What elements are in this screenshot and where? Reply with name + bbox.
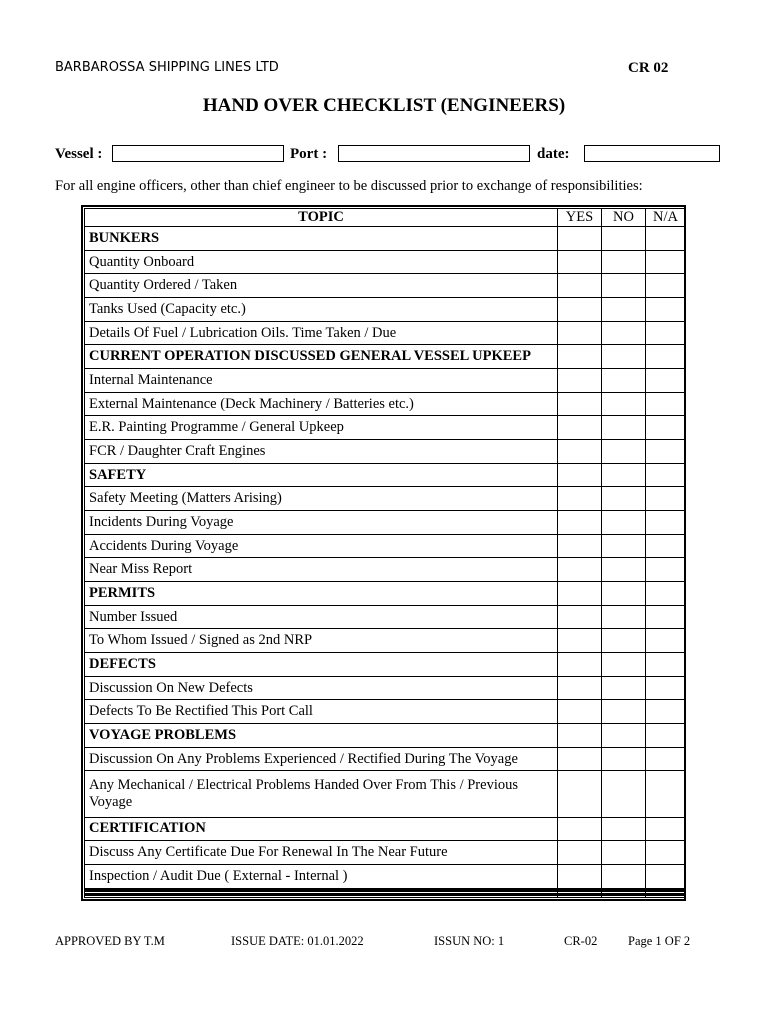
footer-issue-no: ISSUN NO: 1 <box>434 934 505 948</box>
section-heading-row <box>85 724 686 748</box>
yes-checkbox-cell[interactable] <box>558 653 602 677</box>
yes-checkbox-cell[interactable] <box>558 817 602 841</box>
yes-checkbox-cell[interactable] <box>558 440 602 464</box>
checklist-row <box>85 298 686 322</box>
yes-checkbox-cell[interactable] <box>558 298 602 322</box>
topic-cell: External Maintenance (Deck Machinery / Batteries etc.) <box>85 392 558 416</box>
checklist-row <box>85 250 686 274</box>
yes-checkbox-cell[interactable] <box>558 274 602 298</box>
yes-checkbox-cell[interactable] <box>558 369 602 393</box>
yes-checkbox-cell[interactable] <box>558 511 602 535</box>
yes-checkbox-cell[interactable] <box>558 534 602 558</box>
topic-cell: Inspection / Audit Due ( External - Internal ) <box>85 864 558 888</box>
section-heading: SAFETY <box>85 463 558 487</box>
na-checkbox-cell[interactable] <box>646 771 686 817</box>
na-checkbox-cell[interactable] <box>646 369 686 393</box>
no-checkbox-cell[interactable] <box>602 534 646 558</box>
na-checkbox-cell[interactable] <box>646 864 686 888</box>
na-checkbox-cell[interactable] <box>646 416 686 440</box>
yes-checkbox-cell[interactable] <box>558 747 602 771</box>
no-checkbox-cell[interactable] <box>602 864 646 888</box>
form-code: CR 02 <box>628 60 669 76</box>
na-checkbox-cell[interactable] <box>646 534 686 558</box>
no-checkbox-cell[interactable] <box>602 298 646 322</box>
no-checkbox-cell[interactable] <box>602 747 646 771</box>
section-heading: BUNKERS <box>85 227 558 251</box>
topic-cell <box>85 896 558 898</box>
checklist-row <box>85 274 686 298</box>
checklist-row <box>85 605 686 629</box>
section-heading-row <box>85 227 686 251</box>
yes-checkbox-cell[interactable] <box>558 629 602 653</box>
na-checkbox-cell[interactable] <box>646 321 686 345</box>
topic-cell: Incidents During Voyage <box>85 511 558 535</box>
section-heading: DEFECTS <box>85 653 558 677</box>
checklist-row <box>85 747 686 771</box>
topic-cell: Details Of Fuel / Lubrication Oils. Time Taken / Due <box>85 321 558 345</box>
yes-checkbox-cell[interactable] <box>558 558 602 582</box>
na-checkbox-cell[interactable] <box>646 511 686 535</box>
intro-text: For all engine officers, other than chief engineer to be discussed prior to exchange of responsibilities: <box>55 178 643 194</box>
yes-checkbox-cell[interactable] <box>558 771 602 817</box>
checklist-row <box>85 771 686 817</box>
yes-checkbox-cell[interactable] <box>558 463 602 487</box>
section-heading: CERTIFICATION <box>85 817 558 841</box>
topic-cell: Safety Meeting (Matters Arising) <box>85 487 558 511</box>
no-checkbox-cell[interactable] <box>602 440 646 464</box>
no-checkbox-cell[interactable] <box>602 896 646 898</box>
section-heading-row <box>85 817 686 841</box>
yes-checkbox-cell[interactable] <box>558 676 602 700</box>
section-heading-row <box>85 345 686 369</box>
topic-cell: Discuss Any Certificate Due For Renewal In The Near Future <box>85 841 558 865</box>
na-checkbox-cell[interactable] <box>646 440 686 464</box>
na-checkbox-cell[interactable] <box>646 896 686 898</box>
checklist-row <box>85 676 686 700</box>
topic-cell: Quantity Ordered / Taken <box>85 274 558 298</box>
topic-cell: FCR / Daughter Craft Engines <box>85 440 558 464</box>
no-checkbox-cell[interactable] <box>602 321 646 345</box>
na-checkbox-cell[interactable] <box>646 392 686 416</box>
no-checkbox-cell[interactable] <box>602 841 646 865</box>
company-name: BARBAROSSA SHIPPING LINES LTD <box>55 60 279 75</box>
date-label: date: <box>537 146 570 162</box>
section-heading-row <box>85 653 686 677</box>
na-checkbox-cell[interactable] <box>646 298 686 322</box>
checklist-row <box>85 700 686 724</box>
na-checkbox-cell[interactable] <box>646 747 686 771</box>
yes-checkbox-cell[interactable] <box>558 345 602 369</box>
no-checkbox-cell[interactable] <box>602 629 646 653</box>
yes-checkbox-cell[interactable] <box>558 487 602 511</box>
yes-checkbox-cell[interactable] <box>558 582 602 606</box>
no-checkbox-cell[interactable] <box>602 392 646 416</box>
no-checkbox-cell[interactable] <box>602 369 646 393</box>
topic-cell: Near Miss Report <box>85 558 558 582</box>
table-header-row <box>85 209 686 227</box>
no-checkbox-cell[interactable] <box>602 511 646 535</box>
na-checkbox-cell[interactable] <box>646 700 686 724</box>
section-heading: VOYAGE PROBLEMS <box>85 724 558 748</box>
checklist-row <box>85 392 686 416</box>
yes-checkbox-cell[interactable] <box>558 321 602 345</box>
no-checkbox-cell[interactable] <box>602 345 646 369</box>
topic-cell: Defects To Be Rectified This Port Call <box>85 700 558 724</box>
topic-cell: Quantity Onboard <box>85 250 558 274</box>
vessel-field[interactable] <box>112 145 284 162</box>
vessel-label: Vessel : <box>55 146 103 162</box>
checklist-row <box>85 369 686 393</box>
checklist-row <box>85 841 686 865</box>
section-heading: PERMITS <box>85 582 558 606</box>
na-checkbox-cell[interactable] <box>646 841 686 865</box>
checklist-row <box>85 558 686 582</box>
no-checkbox-cell[interactable] <box>602 653 646 677</box>
section-heading-row <box>85 463 686 487</box>
na-checkbox-cell[interactable] <box>646 487 686 511</box>
checklist-row <box>85 416 686 440</box>
na-checkbox-cell[interactable] <box>646 582 686 606</box>
header-topic: TOPIC <box>85 209 558 227</box>
topic-cell: Tanks Used (Capacity etc.) <box>85 298 558 322</box>
no-checkbox-cell[interactable] <box>602 487 646 511</box>
checklist-row <box>85 487 686 511</box>
no-checkbox-cell[interactable] <box>602 700 646 724</box>
section-heading: CURRENT OPERATION DISCUSSED GENERAL VESSEL UPKEEP <box>85 345 558 369</box>
checklist-row <box>85 629 686 653</box>
no-checkbox-cell[interactable] <box>602 582 646 606</box>
na-checkbox-cell[interactable] <box>646 676 686 700</box>
no-checkbox-cell[interactable] <box>602 463 646 487</box>
footer-approved: APPROVED BY T.M <box>55 934 165 948</box>
yes-checkbox-cell[interactable] <box>558 700 602 724</box>
checklist-row <box>85 534 686 558</box>
yes-checkbox-cell[interactable] <box>558 605 602 629</box>
na-checkbox-cell[interactable] <box>646 724 686 748</box>
header-yes: YES <box>558 209 602 227</box>
no-checkbox-cell[interactable] <box>602 771 646 817</box>
checklist-row <box>85 864 686 888</box>
yes-checkbox-cell[interactable] <box>558 392 602 416</box>
checklist-row <box>85 321 686 345</box>
yes-checkbox-cell[interactable] <box>558 227 602 251</box>
page-title: HAND OVER CHECKLIST (ENGINEERS) <box>202 95 566 116</box>
header-no: NO <box>602 209 646 227</box>
blank-row <box>85 896 686 898</box>
na-checkbox-cell[interactable] <box>646 250 686 274</box>
checklist-table <box>84 208 686 898</box>
na-checkbox-cell[interactable] <box>646 227 686 251</box>
no-checkbox-cell[interactable] <box>602 817 646 841</box>
na-checkbox-cell[interactable] <box>646 817 686 841</box>
header-na: N/A <box>646 209 686 227</box>
footer-form-code: CR-02 <box>564 934 598 948</box>
yes-checkbox-cell[interactable] <box>558 896 602 898</box>
no-checkbox-cell[interactable] <box>602 416 646 440</box>
na-checkbox-cell[interactable] <box>646 629 686 653</box>
no-checkbox-cell[interactable] <box>602 676 646 700</box>
port-label: Port : <box>290 146 328 162</box>
date-field[interactable] <box>584 145 720 162</box>
topic-cell: Any Mechanical / Electrical Problems Handed Over From This / Previous Voyage <box>85 771 558 817</box>
no-checkbox-cell[interactable] <box>602 250 646 274</box>
yes-checkbox-cell[interactable] <box>558 841 602 865</box>
no-checkbox-cell[interactable] <box>602 558 646 582</box>
section-heading-row <box>85 582 686 606</box>
topic-cell: Internal Maintenance <box>85 369 558 393</box>
port-field[interactable] <box>338 145 530 162</box>
na-checkbox-cell[interactable] <box>646 274 686 298</box>
footer-issue-date: ISSUE DATE: 01.01.2022 <box>231 934 364 948</box>
na-checkbox-cell[interactable] <box>646 605 686 629</box>
checklist-row <box>85 511 686 535</box>
no-checkbox-cell[interactable] <box>602 724 646 748</box>
topic-cell: Number Issued <box>85 605 558 629</box>
checklist-row <box>85 440 686 464</box>
na-checkbox-cell[interactable] <box>646 653 686 677</box>
topic-cell: E.R. Painting Programme / General Upkeep <box>85 416 558 440</box>
no-checkbox-cell[interactable] <box>602 227 646 251</box>
topic-cell: To Whom Issued / Signed as 2nd NRP <box>85 629 558 653</box>
no-checkbox-cell[interactable] <box>602 274 646 298</box>
checklist-body <box>85 227 686 898</box>
yes-checkbox-cell[interactable] <box>558 416 602 440</box>
na-checkbox-cell[interactable] <box>646 558 686 582</box>
footer-page-number: Page 1 OF 2 <box>628 934 691 948</box>
topic-cell: Discussion On Any Problems Experienced / Rectified During The Voyage <box>85 747 558 771</box>
na-checkbox-cell[interactable] <box>646 345 686 369</box>
yes-checkbox-cell[interactable] <box>558 864 602 888</box>
topic-cell: Accidents During Voyage <box>85 534 558 558</box>
topic-cell: Discussion On New Defects <box>85 676 558 700</box>
checklist-table-frame <box>81 205 686 901</box>
na-checkbox-cell[interactable] <box>646 463 686 487</box>
no-checkbox-cell[interactable] <box>602 605 646 629</box>
yes-checkbox-cell[interactable] <box>558 250 602 274</box>
yes-checkbox-cell[interactable] <box>558 724 602 748</box>
